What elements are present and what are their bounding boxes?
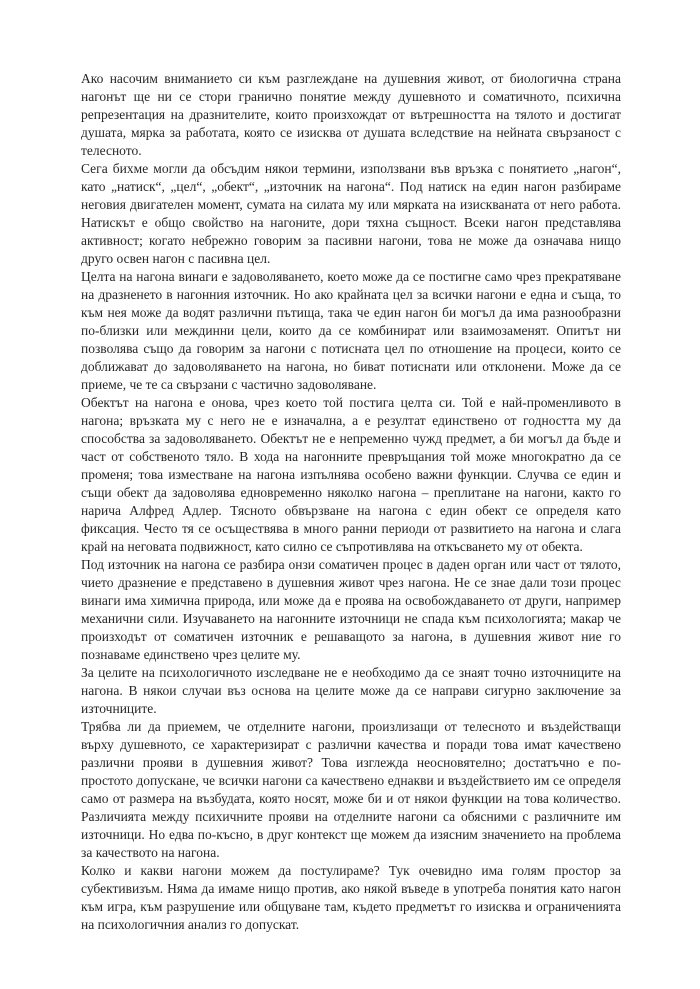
paragraph: Сега бихме могли да обсъдим някои термини, използвани във връзка с понятието „нагон“, като „натиск“, „цел“, „обект“, „източник на нагона“. Под натиск на един нагон разбираме неговия двигателен момент, сумата на силата му или мярката на изискваната от него работа. Натискът е общо свойство на нагоните, дори тяхна същност. Всеки нагон представлява активност; когато небрежно говорим за пасивни нагони, това не може да означава нищо друго освен нагон с пасивна цел. [81,161,621,266]
body-text [81,70,621,934]
paragraph: За целите на психологичното изследване не е необходимо да се знаят точно източниците на нагона. В някои случаи въз основа на целите може да се направи сигурно заключение за източниците. [81,665,621,716]
paragraph: Колко и какви нагони можем да постулираме? Тук очевидно има голям простор за субективизъм. Няма да имаме нищо против, ако някой въведе в употреба понятия като нагон към игра, към разрушение или общуване там, където предметът го изисква и ограниченията на психологичния анализ го допускат. [81,863,621,932]
paragraph: Под източник на нагона се разбира онзи соматичен процес в даден орган или част от тялото, чието дразнение е представено в душевния живот чрез нагона. Не се знае дали този процес винаги има химична природа, или може да е проява на освобождаването от други, например механични сили. Изучаването на нагонните източници не спада към психологията; макар че произходът от соматичен източник е решаващото за нагона, в душевния живот ние го познаваме единствено чрез целите му. [81,557,621,662]
paragraph: Целта на нагона винаги е задоволяването, което може да се постигне само чрез прекратяване на дразненето в нагонния източник. Но ако крайната цел за всички нагони е една и съща, то към нея може да водят различни пътища, така че един нагон би могъл да има разнообразни по-близки или междинни цели, които да се комбинират или взаимозаменят. Опитът ни позволява също да говорим за нагони с потисната цел по отношение на процеси, които се доближават до задоволяването на нагона, но биват потиснати или отклонени. Може да се приеме, че те са свързани с частично задоволяване. [81,269,621,392]
paragraph: Обектът на нагона е онова, чрез което той постига целта си. Той е най-променливото в нагона; връзката му с него не е изначална, а е резултат единствено от годността му да способства за задоволяването. Обектът не е непременно чужд предмет, а би могъл да бъде и част от собственото тяло. В хода на нагонните превръщания той може многократно да се променя; това изместване на нагона изпълнява особено важни функции. Случва се един и същи обект да задоволява едновременно няколко нагона – преплитане на нагони, както го нарича Алфред Адлер. Тясното обвързване на нагона с един обект се определя като фиксация. Често тя се осъществява в много ранни периоди от развитието на нагона и слага край на неговата подвижност, като силно се съпротивлява на откъсването му от обекта. [81,395,621,554]
paragraph: Трябва ли да приемем, че отделните нагони, произлизащи от телесното и въздействащи върху душевното, се характеризират с различни качества и поради това имат качествено различни прояви в душевния живот? Това изглежда неосновятелно; достатъчно е по-простото допускане, че всички нагони са качествено еднакви и въздействието им се определя само от размера на възбудата, която носят, може би и от някои функции на това количество. Различията между психичните прояви на отделните нагони са обясними с различните им източници. Но едва по-късно, в друг контекст ще можем да изясним значението на проблема за качеството на нагона. [81,719,621,860]
paragraph: Ако насочим вниманието си към разглеждане на душевния живот, от биологична страна нагонът ще ни се стори гранично понятие между душевното и соматичното, психична репрезентация на дразнителите, които произхождат от вътрешността на тялото и достигат душата, мярка за работата, която се изисква от душата вследствие на нейната свързаност с телесното. [81,71,621,158]
